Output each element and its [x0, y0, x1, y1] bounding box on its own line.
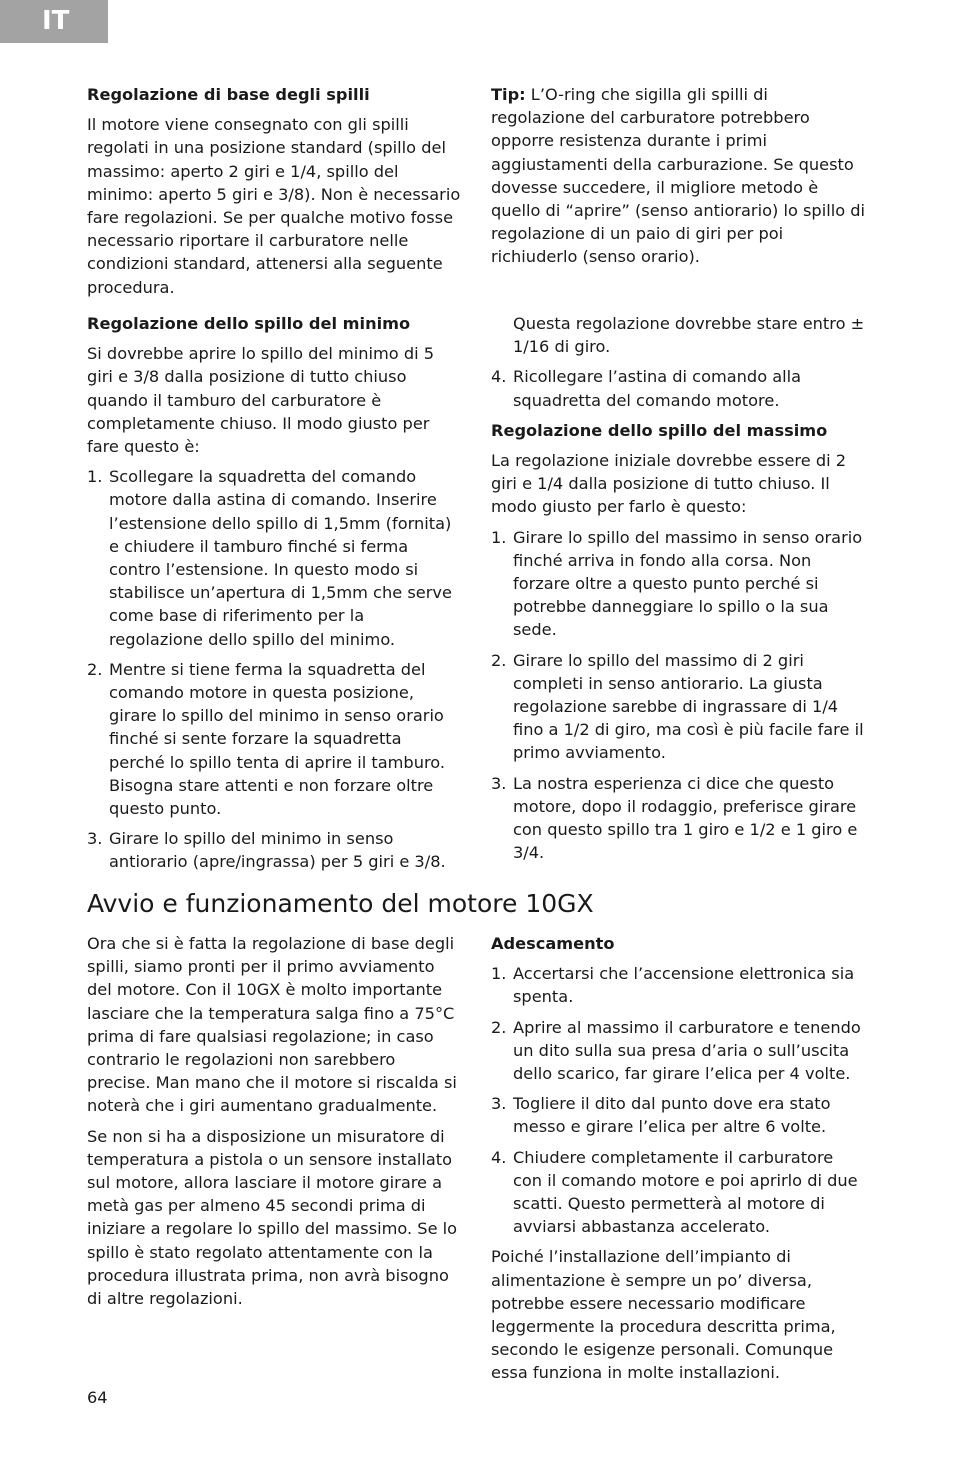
left-column-top: [87, 83, 462, 306]
adescamento-paragraph: Poiché l’installazione dell’impianto di alimentazione è sempre un po’ diversa, potrebbe essere necessario modificare leggermente la procedura descritta prima, secondo le esigenze personali. Comunque essa funziona in molte installazioni.: [491, 1247, 836, 1383]
minimo-continuation: Questa regolazione dovrebbe stare entro ± 1/16 di giro.: [513, 314, 865, 357]
list-item: [491, 649, 866, 765]
list-item-text: Chiudere completamente il carburatore con il comando motore e poi aprirlo di due scatti. Questo permetterà al motore di avviarsi abbastanza accelerato.: [513, 1147, 858, 1237]
list-item-number: 1.: [491, 527, 507, 547]
list-item-number: 1.: [491, 964, 507, 984]
language-tab: IT: [0, 0, 108, 43]
tip-paragraph: [491, 83, 866, 269]
tip-label: Tip:: [491, 85, 526, 104]
list-item: [87, 658, 462, 820]
minimo-steps-list: [87, 465, 462, 873]
list-item: [491, 772, 866, 865]
list-item: [491, 962, 866, 1008]
list-item-text: Togliere il dito dal punto dove era stato messo e girare l’elica per altre 6 volte.: [513, 1094, 831, 1137]
chapter-heading: Avvio e funzionamento del motore 10GX: [87, 889, 594, 918]
list-item-number: 2.: [491, 650, 507, 670]
section-base-paragraph: Il motore viene consegnato con gli spilli regolati in una posizione standard (spillo del massimo: aperto 2 giri e 1/4, spillo del minimo: aperto 5 giri e 3/8). Non è necessario fare regolazioni. Se per qualche motivo fosse necessario riportare il carburatore nelle condizioni standard, attenersi alla seguente procedura.: [87, 115, 461, 297]
list-item-number: 1.: [87, 467, 103, 487]
right-column-top: [491, 83, 866, 276]
list-item-text: Girare lo spillo del massimo in senso orario finché arriva in fondo alla corsa. Non forzare oltre a questo punto perché si potrebbe danneggiare lo spillo o la sua sede.: [513, 527, 863, 640]
list-item-number: 3.: [491, 1094, 507, 1114]
list-item: [491, 365, 866, 411]
list-item-number: 3.: [491, 773, 507, 793]
list-item-number: 4.: [491, 367, 507, 387]
list-item-number: 2.: [491, 1017, 507, 1037]
adescamento-steps-list: [491, 962, 866, 1238]
page-number: 64: [87, 1388, 108, 1407]
list-item-text: Girare lo spillo del massimo di 2 giri completi in senso antiorario. La giusta regolazione sarebbe di ingrassare di 1/4 fino a 1/2 di giro, ma così è più facile fare il primo avviamento.: [513, 650, 864, 763]
list-item-text: Accertarsi che l’accensione elettronica sia spenta.: [513, 964, 855, 1007]
minimo-paragraph: Si dovrebbe aprire lo spillo del minimo di 5 giri e 3/8 dalla posizione di tutto chiuso quando il tamburo del carburatore è completamente chiuso. Il modo giusto per fare questo è:: [87, 344, 435, 457]
list-item-text: Girare lo spillo del minimo in senso antiorario (apre/ingrassa) per 5 giri e 3/8.: [109, 829, 446, 872]
list-item: [491, 526, 866, 642]
list-item-number: 2.: [87, 659, 103, 679]
tip-text: L’O-ring che sigilla gli spilli di regolazione del carburatore potrebbero opporre resistenza durante i primi aggiustamenti della carburazione. Se questo dovesse succedere, il migliore metodo è quello di “aprire” (senso antiorario) lo spillo di regolazione di un paio di giri per poi richiuderlo (senso orario).: [491, 85, 866, 267]
list-item-text: Aprire al massimo il carburatore e tenendo un dito sulla sua presa d’aria o sull’uscita dello scarico, far girare l’elica per 4 volte.: [513, 1017, 861, 1084]
list-item: [491, 1146, 866, 1239]
list-item-number: 3.: [87, 829, 103, 849]
section-heading-base: Regolazione di base degli spilli: [87, 85, 370, 104]
right-column-adescamento: [491, 932, 866, 1392]
left-column-avvio: [87, 932, 462, 1317]
list-item-number: 4.: [491, 1147, 507, 1167]
right-column-massimo: [491, 312, 866, 871]
section-heading-minimo: Regolazione dello spillo del minimo: [87, 314, 411, 333]
list-item-text: Ricollegare l’astina di comando alla squadretta del comando motore.: [513, 367, 802, 410]
list-item: [491, 1092, 866, 1138]
list-item: [87, 827, 462, 873]
massimo-steps-list: [491, 526, 866, 865]
list-item-text: La nostra esperienza ci dice che questo motore, dopo il rodaggio, preferisce girare con questo spillo tra 1 giro e 1/2 e 1 giro e 3/4.: [513, 773, 858, 863]
avvio-paragraph-2: Se non si ha a disposizione un misuratore di temperatura a pistola o un sensore installato sul motore, allora lasciare il motore girare a metà gas per almeno 45 secondi prima di iniziare a regolare lo spillo del massimo. Se lo spillo è stato regolato attentamente con la procedura illustrata prima, non avrà bisogno di altre regolazioni.: [87, 1126, 458, 1309]
massimo-paragraph: La regolazione iniziale dovrebbe essere di 2 giri e 1/4 dalla posizione di tutto chiuso. Il modo giusto per farlo è questo:: [491, 451, 847, 517]
list-item: [491, 1016, 866, 1086]
section-heading-massimo: Regolazione dello spillo del massimo: [491, 420, 828, 440]
minimo-steps-list-continued: [491, 365, 866, 411]
left-column-minimo: [87, 312, 462, 881]
list-item-text: Scollegare la squadretta del comando motore dalla astina di comando. Inserire l’estensione dello spillo di 1,5mm (fornita) e chiudere il tamburo finché si ferma contro l’estensione. In questo modo si stabilisce un’apertura di 1,5mm che serve come base di riferimento per la regolazione dello spillo del minimo.: [109, 467, 452, 649]
section-heading-adescamento: Adescamento: [491, 934, 615, 953]
list-item-text: Mentre si tiene ferma la squadretta del comando motore in questa posizione, girare lo spillo del minimo in senso orario finché si sente forzare la squadretta perché lo spillo tenta di aprire il tamburo. Bisogna stare attenti e non forzare oltre questo punto.: [109, 659, 446, 819]
list-item: [87, 465, 462, 651]
avvio-paragraph-1: Ora che si è fatta la regolazione di base degli spilli, siamo pronti per il primo avviamento del motore. Con il 10GX è molto importante lasciare che la temperatura salga fino a 75°C prima di fare qualsiasi regolazione; in caso contrario le regolazioni non sarebbero precise. Man mano che il motore si riscalda si noterà che i giri aumentano gradualmente.: [87, 934, 457, 1116]
